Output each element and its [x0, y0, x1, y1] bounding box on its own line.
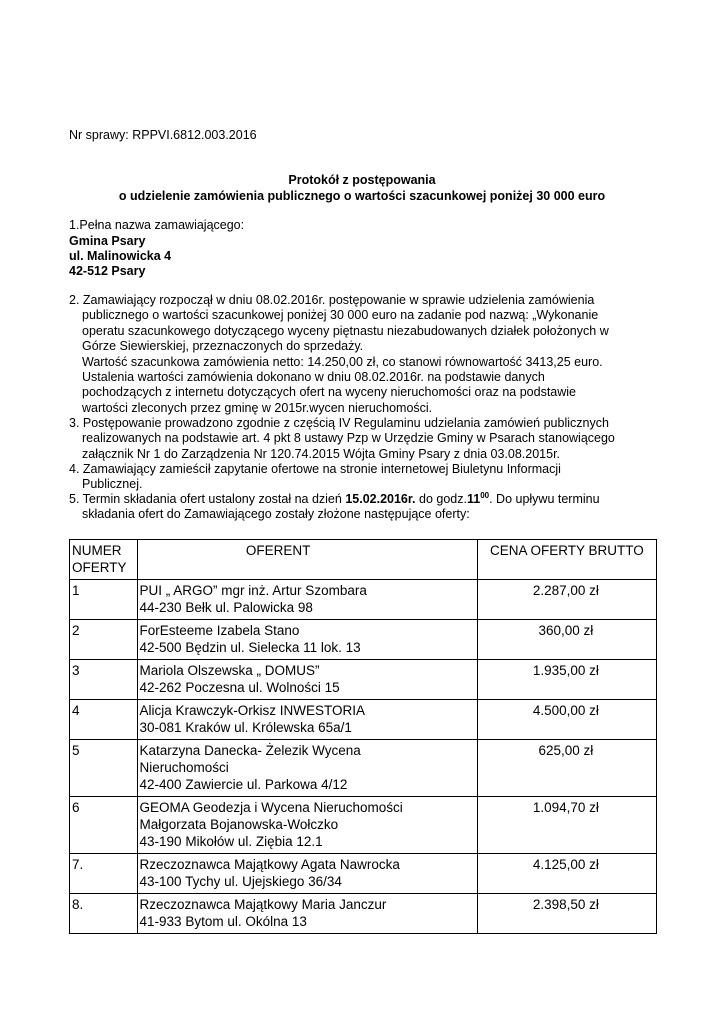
offerer-line: ForEsteeme Izabela Stano: [139, 623, 300, 638]
offerer-line: Nieruchomości: [139, 760, 229, 775]
offerer-line: Rzeczoznawca Majątkowy Agata Nawrocka: [139, 857, 400, 872]
section4-line: 4. Zamawiający zamieścił zapytanie ofertowe na stronie internetowej Biuletynu Informacji: [69, 462, 561, 476]
header-price: CENA OFERTY BRUTTO: [477, 540, 656, 580]
contracting-authority-name: Gmina Psary: [69, 234, 146, 248]
offerer-line: 44-230 Bełk ul. Palowicka 98: [139, 600, 313, 615]
section5-line-1: [69, 492, 600, 507]
offer-number-cell: 2: [70, 620, 138, 660]
deadline-hour: 11: [466, 492, 481, 506]
offerer-cell: [137, 894, 477, 934]
section2-line: Wartość szacunkowa zamówienia netto: 14.250,00 zł, co stanowi równowartość 3413,25 euro.: [82, 354, 603, 369]
offer-number-cell: 4: [70, 700, 138, 740]
offerer-line: GEOMA Geodezja i Wycena Nieruchomości: [139, 800, 403, 815]
section5-text: . Do upływu terminu: [489, 492, 600, 506]
table-header-row: [70, 540, 657, 580]
section4-paragraph: [69, 462, 561, 493]
contracting-authority-street: ul. Malinowicka 4: [69, 249, 172, 263]
offer-number-cell: 8.: [70, 894, 138, 934]
offerer-cell: [137, 797, 477, 854]
section5-text: do godz.: [415, 492, 467, 506]
section2-line: wartości zleconych przez gminę w 2015r.wycen nieruchomości.: [82, 400, 433, 415]
offer-number-cell: 7.: [70, 854, 138, 894]
offer-price-cell: 2.398,50 zł: [477, 894, 656, 934]
offerer-cell: [137, 660, 477, 700]
section2-line: Ustalenia wartości zamówienia dokonano w dniu 08.02.2016r. na podstawie danych: [82, 370, 545, 385]
offers-table: [69, 539, 657, 934]
offerer-line: 42-500 Będzin ul. Sielecka 11 lok. 13: [139, 640, 361, 655]
section2-line: operatu szacunkowego dotyczącego wyceny piętnastu niezabudowanych działek położonych w: [82, 323, 609, 338]
section3-paragraph: [69, 416, 615, 462]
section5-line-2: składania ofert do Zamawiającego zostały złożone następujące oferty:: [82, 507, 470, 522]
offer-price-cell: 2.287,00 zł: [477, 580, 656, 620]
section2-paragraph: [69, 293, 609, 416]
offerer-line: Mariola Olszewska „ DOMUS”: [139, 663, 320, 678]
offer-number-cell: 3: [70, 660, 138, 700]
offer-price-cell: 360,00 zł: [477, 620, 656, 660]
section3-line: realizowanych na podstawie art. 4 pkt 8 ustawy Pzp w Urzędzie Gminy w Psarach stanowiącego: [82, 431, 615, 446]
section1-heading: 1.Pełna nazwa zamawiającego:: [69, 218, 245, 232]
offer-number-cell: 6: [70, 797, 138, 854]
document-title-line-1: Protokół z postępowania: [288, 173, 436, 187]
offerer-line: 43-190 Mikołów ul. Ziębia 12.1: [139, 834, 323, 849]
table-row: [70, 740, 657, 797]
offerer-line: 41-933 Bytom ul. Okólna 13: [139, 914, 307, 929]
header-offer-number: NUMER OFERTY: [70, 540, 138, 580]
offer-number-cell: 1: [70, 580, 138, 620]
offer-number-cell: 5: [70, 740, 138, 797]
section2-line: 2. Zamawiający rozpoczął w dniu 08.02.2016r. postępowanie w sprawie udzielenia zamówienia: [69, 293, 595, 307]
offerer-cell: [137, 620, 477, 660]
offerer-cell: [137, 854, 477, 894]
section3-line: 3. Postępowanie prowadzono zgodnie z częścią IV Regulaminu udzielania zamówień publicznych: [69, 416, 609, 430]
header-offerer: OFERENT: [137, 540, 477, 580]
section2-line: pochodzących z internetu dotyczących ofert na wyceny nieruchomości oraz na podstawie: [82, 385, 577, 400]
table-row: [70, 894, 657, 934]
offerer-line: 42-262 Poczesna ul. Wolności 15: [139, 680, 340, 695]
section5-text: 5. Termin składania ofert ustalony został na dzień: [69, 492, 346, 506]
offerer-line: 42-400 Zawiercie ul. Parkowa 4/12: [139, 777, 348, 792]
document-title-line-2: o udzielenie zamówienia publicznego o wartości szacunkowej poniżej 30 000 euro: [118, 189, 606, 203]
offer-price-cell: 1.935,00 zł: [477, 660, 656, 700]
table-row: [70, 580, 657, 620]
offer-price-cell: 625,00 zł: [477, 740, 656, 797]
offer-price-cell: 4.500,00 zł: [477, 700, 656, 740]
deadline-date: 15.02.2016r.: [345, 492, 416, 506]
deadline-minutes: 00: [480, 490, 490, 500]
section5-paragraph: [69, 492, 600, 523]
offerer-line: Rzeczoznawca Majątkowy Maria Janczur: [139, 897, 387, 912]
offerer-line: Katarzyna Danecka- Żelezik Wycena: [139, 743, 361, 758]
offerer-cell: [137, 740, 477, 797]
section2-line: Górze Siewierskiej, przeznaczonych do sprzedaży.: [82, 339, 364, 354]
offerer-line: 30-081 Kraków ul. Królewska 65a/1: [139, 720, 352, 735]
table-row: [70, 620, 657, 660]
offerer-line: PUI „ ARGO” mgr inż. Artur Szombara: [139, 583, 367, 598]
offerer-cell: [137, 700, 477, 740]
case-number: Nr sprawy: RPPVI.6812.003.2016: [69, 128, 257, 142]
section2-line: publicznego o wartości szacunkowej poniżej 30 000 euro na zadanie pod nazwą: „Wykonanie: [82, 308, 599, 323]
offers-table-body: [70, 580, 657, 934]
section3-line: załącznik Nr 1 do Zarządzenia Nr 120.74.2015 Wójta Gminy Psary z dnia 03.08.2015r.: [82, 446, 561, 461]
table-row: [70, 660, 657, 700]
contracting-authority-city: 42-512 Psary: [69, 264, 146, 278]
table-row: [70, 854, 657, 894]
offerer-line: Alicja Krawczyk-Orkisz INWESTORIA: [139, 703, 366, 718]
section4-line: Publicznej.: [82, 477, 143, 492]
offer-price-cell: 4.125,00 zł: [477, 854, 656, 894]
offerer-line: 43-100 Tychy ul. Ujejskiego 36/34: [139, 874, 342, 889]
offer-price-cell: 1.094,70 zł: [477, 797, 656, 854]
offerer-line: Małgorzata Bojanowska-Wołczko: [139, 817, 339, 832]
table-row: [70, 700, 657, 740]
offerer-cell: [137, 580, 477, 620]
table-row: [70, 797, 657, 854]
